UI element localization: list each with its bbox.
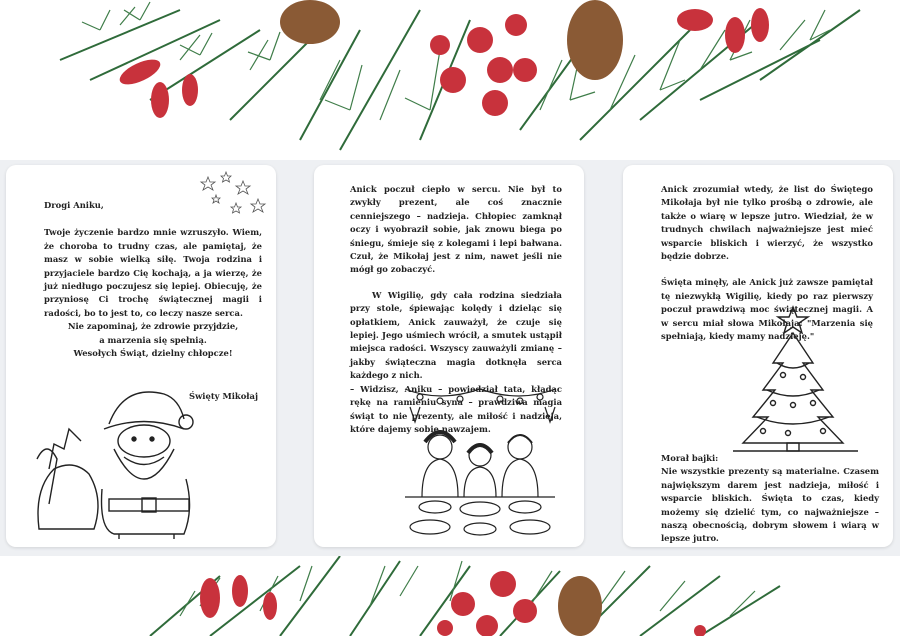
ending-paragraph: Anick zrozumiał wtedy, że list do Świętego Mikołaja był nie tylko prośbą o zdrowie, ale także o wiarę w lepsze jutro. Wiedział, że w trudnych chwilach najważniejsze jest mieć wsparcie bliskich i wierzyć, że wszystko będzie dobrze. <box>661 184 873 262</box>
story-paragraph: – Widzisz, Aniku – powiedział tata, kładąc rękę na ramieniu syna – prawdziwa magia świąt to nie prezenty, ale miłość i nadzieja, które dajemy sobie nawzajem. <box>350 383 562 434</box>
family-table-illustration <box>400 377 560 542</box>
story-paragraph: Anick poczuł ciepło w sercu. Nie był to zwykły prezent, ale coś znacznie cenniejszego – nadzieja. Chłopiec zamknął oczy i wyobraził sobie, jak znowu biega po śniegu, śmieje się z kolegami i lepi bałwana. Czuł, że Mikołaj jest z nim, nawet jeśli nie mógł go zobaczyć. <box>350 184 562 275</box>
santa-illustration <box>34 379 204 539</box>
letter-signature: Święty Mikołaj <box>189 391 258 401</box>
christmas-tree-illustration <box>733 305 863 455</box>
garland-top <box>0 0 900 160</box>
moral-title: Morał bajki: <box>661 453 719 463</box>
moral-text: Nie wszystkie prezenty są materialne. Czasem największym darem jest nadzieja, miłość i wsparcie bliskich. Święta to czas, kiedy możemy się dzielić tym, co najważniejsze – naszą obecnością, dobrym słowem i wiarą w lepsze jutro. <box>661 466 879 544</box>
letter-card <box>6 165 276 547</box>
garland-bottom <box>0 556 900 636</box>
letter-line: Wesołych Świąt, dzielny chłopcze! <box>73 348 233 359</box>
letter-line: Nie zapominaj, że zdrowie przyjdzie, <box>67 321 239 332</box>
moral-card <box>623 165 893 547</box>
letter-paragraph: Twoje życzenie bardzo mnie wzruszyło. Wiem, że choroba to trudny czas, ale pamiętaj, że masz w sobie wielką siłę. Twoja rodzina i przyjaciele bardzo Cię kochają, a ja wierzę, że już niedługo poczujesz się lepiej. Obiecuję, że przyniosę Ci trochę świątecznej magii i radości, bo to jest to, co leczy nasze serca. <box>44 227 262 318</box>
story-paragraph: W Wigilię, gdy cała rodzina siedziała przy stole, śpiewając kolędy i dzieląc się opłatkiem, Anick zauważył, że czuje się lepiej. Jego uśmiech wrócił, a smutek ustąpił miejsca radości. Wszyscy zauważyli zmianę – jakby świąteczna magia dotknęła serca każdego z nich. <box>350 289 562 381</box>
story-card <box>314 165 584 547</box>
letter-greeting: Drogi Aniku, <box>44 200 104 210</box>
letter-text <box>44 199 262 360</box>
letter-line: a marzenia się spełnią. <box>99 334 207 345</box>
ending-paragraph: Święta minęły, ale Anick już zawsze pamiętał tę niezwykłą Wigilię, kiedy po raz pierwszy poczuł prawdziwą moc świątecznej magii. A w sercu miał słowa Mikołaja: "Marzenia się spełniają, kiedy mamy nadzieję." <box>661 277 873 342</box>
moral-section <box>661 452 879 546</box>
